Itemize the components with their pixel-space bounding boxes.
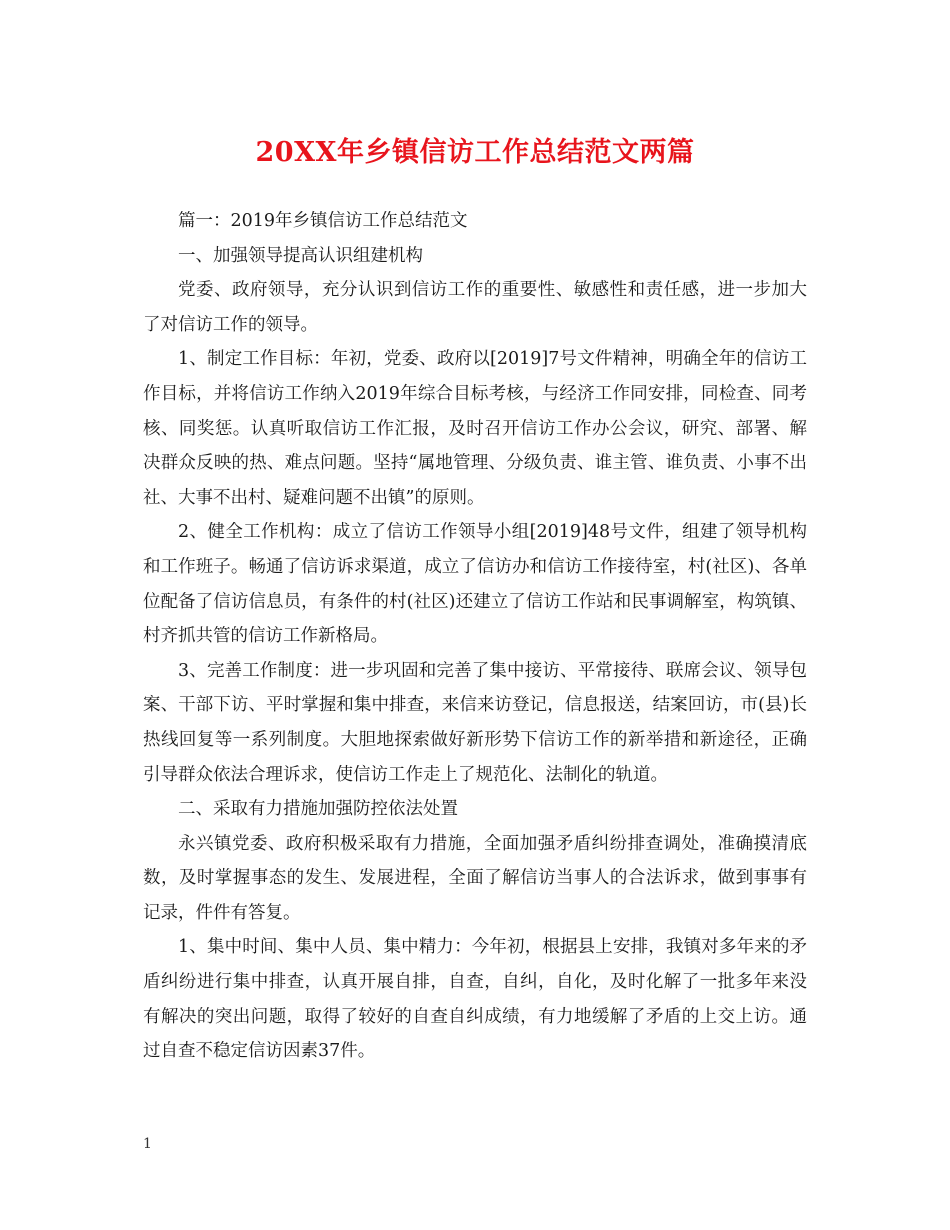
paragraph: 1、集中时间、集中人员、集中精力：今年初，根据县上安排，我镇对多年来的矛盾纠纷进行集中排查，认真开展自排，自查，自纠，自化，及时化解了一批多年来没有解决的突出问题，取得了较好的自查自纠成绩，有力地缓解了矛盾的上交上访。通过自查不稳定信访因素37件。 [143,937,807,1062]
paragraph: 3、完善工作制度：进一步巩固和完善了集中接访、平常接待、联席会议、领导包案、干部下访、平时掌握和集中排查，来信来访登记，信息报送，结案回访，市(县)长热线回复等一系列制度。大胆地探索做好新形势下信访工作的新举措和新途径，正确引导群众依法合理诉求，使信访工作走上了规范化、法制化的轨道。 [143,660,807,785]
section-heading-2: 二、采取有力措施加强防控依法处置 [178,799,458,820]
document-body [143,204,807,1069]
paragraph: 2、健全工作机构：成立了信访工作领导小组[2019]48号文件，组建了领导机构和工作班子。畅通了信访诉求渠道，成立了信访办和信访工作接待室，村(社区)、各单位配备了信访信息员，有条件的村(社区)还建立了信访工作站和民事调解室，构筑镇、村齐抓共管的信访工作新格局。 [143,522,807,647]
page-number: 1 [143,1136,152,1152]
page-title: 20XX年乡镇信访工作总结范文两篇 [255,137,695,168]
paragraph: 永兴镇党委、政府积极采取有力措施，全面加强矛盾纠纷排查调处，准确摸清底数，及时掌握事态的发生、发展进程，全面了解信访当事人的合法诉求，做到事事有记录，件件有答复。 [143,833,807,923]
paragraph: 党委、政府领导，充分认识到信访工作的重要性、敏感性和责任感，进一步加大了对信访工作的领导。 [143,280,807,335]
paragraph: 1、制定工作目标：年初，党委、政府以[2019]7号文件精神，明确全年的信访工作目标，并将信访工作纳入2019年综合目标考核，与经济工作同安排，同检查、同考核、同奖惩。认真听取信访工作汇报，及时召开信访工作办公会议，研究、部署、解决群众反映的热、难点问题。坚持“属地管理、分级负责、谁主管、谁负责、小事不出社、大事不出村、疑难问题不出镇”的原则。 [143,349,807,508]
section-heading-part-one: 篇一：2019年乡镇信访工作总结范文 [178,211,468,231]
section-heading-1: 一、加强领导提高认识组建机构 [178,245,423,266]
